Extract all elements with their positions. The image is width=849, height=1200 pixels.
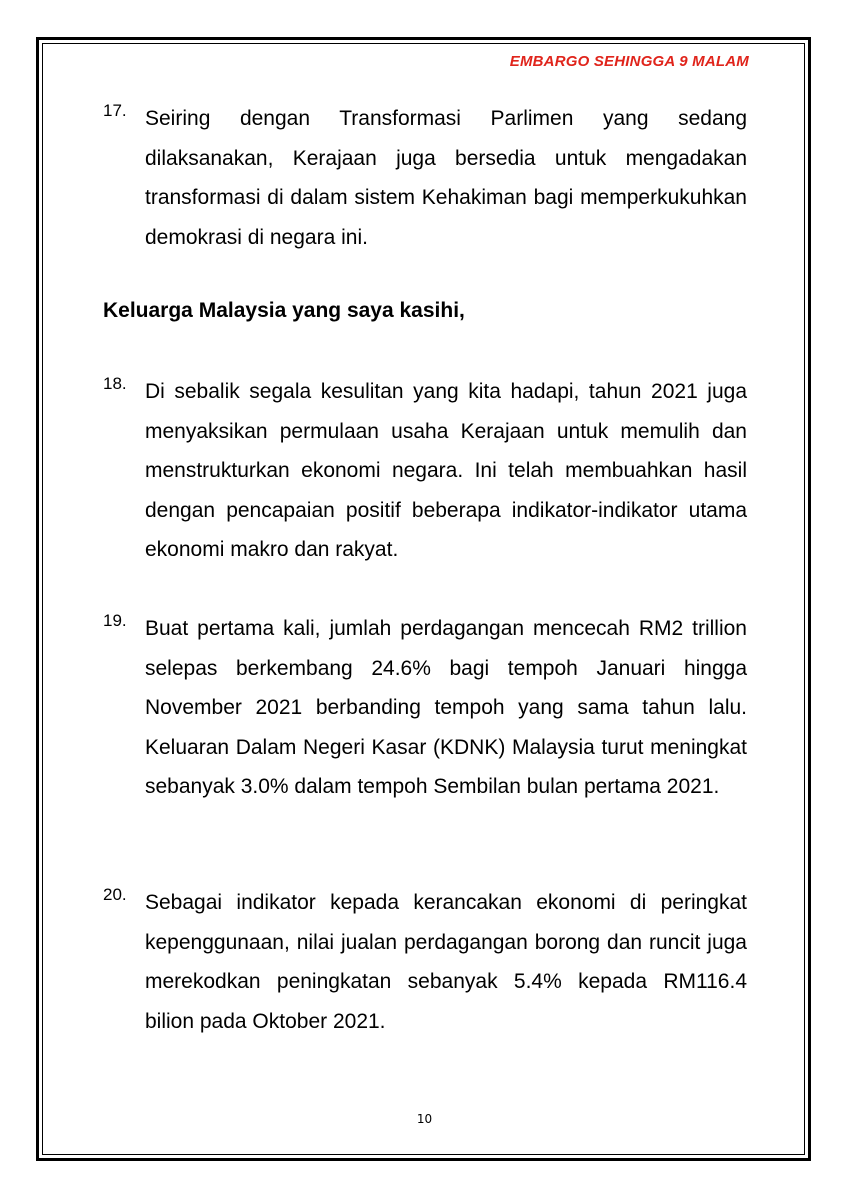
- paragraph-17: [103, 99, 747, 257]
- paragraph-19: [103, 609, 747, 807]
- paragraph-text: Seiring dengan Transformasi Parlimen yang sedang dilaksanakan, Kerajaan juga bersedia untuk mengadakan transformasi di dalam sistem Kehakiman bagi memperkukuhkan demokrasi di negara ini.: [145, 107, 747, 249]
- paragraph-text: Buat pertama kali, jumlah perdagangan mencecah RM2 trillion selepas berkembang 24.6% bagi tempoh Januari hingga November 2021 berbanding tempoh yang sama tahun lalu. Keluaran Dalam Negeri Kasar (KDNK) Malaysia turut meningkat sebanyak 3.0% dalam tempoh Sembilan bulan pertama 2021.: [145, 617, 747, 799]
- page-number: 10: [416, 1112, 433, 1126]
- paragraph-18: [103, 372, 747, 570]
- paragraph-number: 19.: [103, 611, 127, 630]
- paragraph-20: [103, 883, 747, 1041]
- paragraph-text: Sebagai indikator kepada kerancakan ekonomi di peringkat kepenggunaan, nilai jualan perdagangan borong dan runcit juga merekodkan peningkatan sebanyak 5.4% kepada RM116.4 bilion pada Oktober 2021.: [145, 891, 747, 1033]
- section-heading: Keluarga Malaysia yang saya kasihi,: [103, 299, 465, 322]
- paragraph-number: 20.: [103, 885, 127, 904]
- paragraph-number: 18.: [103, 374, 127, 393]
- embargo-notice: EMBARGO SEHINGGA 9 MALAM: [509, 53, 749, 70]
- paragraph-number: 17.: [103, 101, 127, 120]
- paragraph-text: Di sebalik segala kesulitan yang kita hadapi, tahun 2021 juga menyaksikan permulaan usaha Kerajaan untuk memulih dan menstrukturkan ekonomi negara. Ini telah membuahkan hasil dengan pencapaian positif beberapa indikator-indikator utama ekonomi makro dan rakyat.: [145, 380, 747, 562]
